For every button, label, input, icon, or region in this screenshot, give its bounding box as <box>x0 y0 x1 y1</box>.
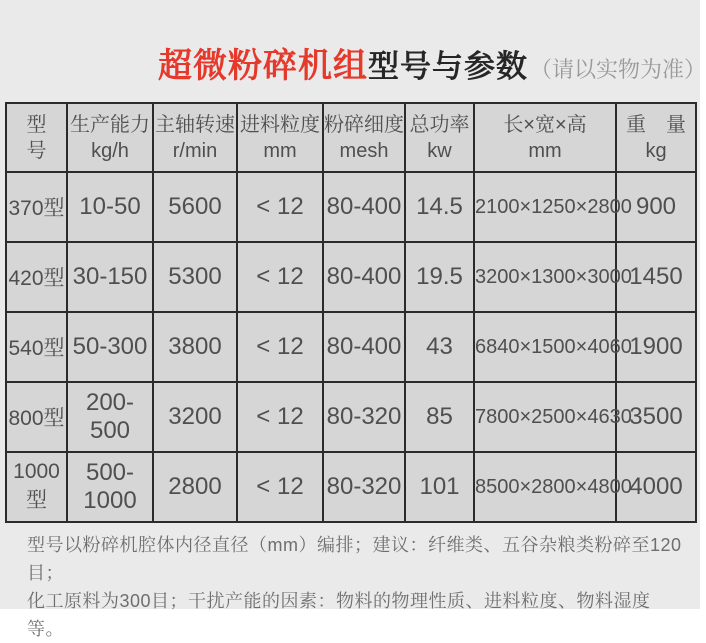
table-row <box>6 382 696 452</box>
cell-spindle-speed: 3200 <box>153 382 237 452</box>
col-header-spindle-speed <box>153 103 237 172</box>
col-unit: mesh <box>339 139 389 162</box>
col-label: 粉碎细度 <box>324 113 404 136</box>
cell-capacity: 200-500 <box>67 382 153 452</box>
col-unit: mm <box>263 139 297 162</box>
cell-spindle-speed: 2800 <box>153 452 237 522</box>
cell-dimensions: 6840×1500×4060 <box>474 312 616 382</box>
cell-fineness: 80-320 <box>323 452 405 522</box>
title-brand: 超微粉碎机组 <box>158 47 368 85</box>
spec-table-header <box>6 103 696 172</box>
spec-table-body <box>6 172 696 522</box>
cell-feed-size: < 12 <box>237 382 323 452</box>
footnote-line1: 型号以粉碎机腔体内径直径（mm）编排；建议：纤维类、五谷杂粮类粉碎至120目； <box>27 535 682 583</box>
cell-capacity: 30-150 <box>67 242 153 312</box>
cell-weight: 4000 <box>616 452 696 522</box>
col-header-power <box>405 103 474 172</box>
cell-weight: 900 <box>616 172 696 242</box>
col-unit: kg <box>645 139 667 162</box>
col-header-feed-size <box>237 103 323 172</box>
col-label: 进料粒度 <box>240 113 320 136</box>
cell-power: 19.5 <box>405 242 474 312</box>
col-header-dimensions <box>474 103 616 172</box>
col-label: 重 量 <box>626 113 686 136</box>
cell-feed-size: < 12 <box>237 172 323 242</box>
cell-model: 800型 <box>6 382 67 452</box>
col-label: 总功率 <box>409 113 470 136</box>
col-header-model <box>6 103 67 172</box>
cell-fineness: 80-400 <box>323 172 405 242</box>
title-note: （请以实物为准） <box>530 57 706 82</box>
page-title <box>158 38 706 87</box>
cell-spindle-speed: 3800 <box>153 312 237 382</box>
table-row <box>6 242 696 312</box>
cell-model: 420型 <box>6 242 67 312</box>
cell-dimensions: 7800×2500×4630 <box>474 382 616 452</box>
col-label: 主轴转速 <box>155 113 235 136</box>
cell-capacity: 50-300 <box>67 312 153 382</box>
table-row <box>6 452 696 522</box>
cell-spindle-speed: 5300 <box>153 242 237 312</box>
cell-spindle-speed: 5600 <box>153 172 237 242</box>
col-header-fineness <box>323 103 405 172</box>
cell-feed-size: < 12 <box>237 312 323 382</box>
footnote-line2: 化工原料为300目；干扰产能的因素：物料的物理性质、进料粒度、物料湿度等。 <box>27 591 651 639</box>
cell-power: 101 <box>405 452 474 522</box>
cell-fineness: 80-400 <box>323 242 405 312</box>
col-header-capacity <box>67 103 153 172</box>
cell-model: 370型 <box>6 172 67 242</box>
table-row <box>6 312 696 382</box>
spec-table <box>5 102 697 523</box>
cell-model: 1000型 <box>6 452 67 522</box>
cell-model: 540型 <box>6 312 67 382</box>
col-unit: kg/h <box>91 139 129 162</box>
footnote <box>27 531 687 643</box>
col-label: 生产能力 <box>70 113 150 136</box>
col-unit: r/min <box>172 139 218 162</box>
col-label: 长×宽×高 <box>503 113 587 136</box>
col-header-weight <box>616 103 696 172</box>
cell-dimensions: 2100×1250×2800 <box>474 172 616 242</box>
cell-fineness: 80-400 <box>323 312 405 382</box>
title-subject: 型号与参数 <box>368 49 528 84</box>
col-unit: mm <box>528 139 562 162</box>
cell-feed-size: < 12 <box>237 242 323 312</box>
cell-feed-size: < 12 <box>237 452 323 522</box>
cell-capacity: 10-50 <box>67 172 153 242</box>
cell-weight: 3500 <box>616 382 696 452</box>
cell-capacity: 500-1000 <box>67 452 153 522</box>
cell-power: 14.5 <box>405 172 474 242</box>
cell-power: 43 <box>405 312 474 382</box>
col-label: 型 号 <box>26 113 67 162</box>
table-row <box>6 172 696 242</box>
cell-power: 85 <box>405 382 474 452</box>
col-unit: kw <box>427 139 452 162</box>
cell-dimensions: 8500×2800×4800 <box>474 452 616 522</box>
cell-weight: 1900 <box>616 312 696 382</box>
cell-weight: 1450 <box>616 242 696 312</box>
header-row <box>6 103 696 172</box>
cell-fineness: 80-320 <box>323 382 405 452</box>
cell-dimensions: 3200×1300×3000 <box>474 242 616 312</box>
